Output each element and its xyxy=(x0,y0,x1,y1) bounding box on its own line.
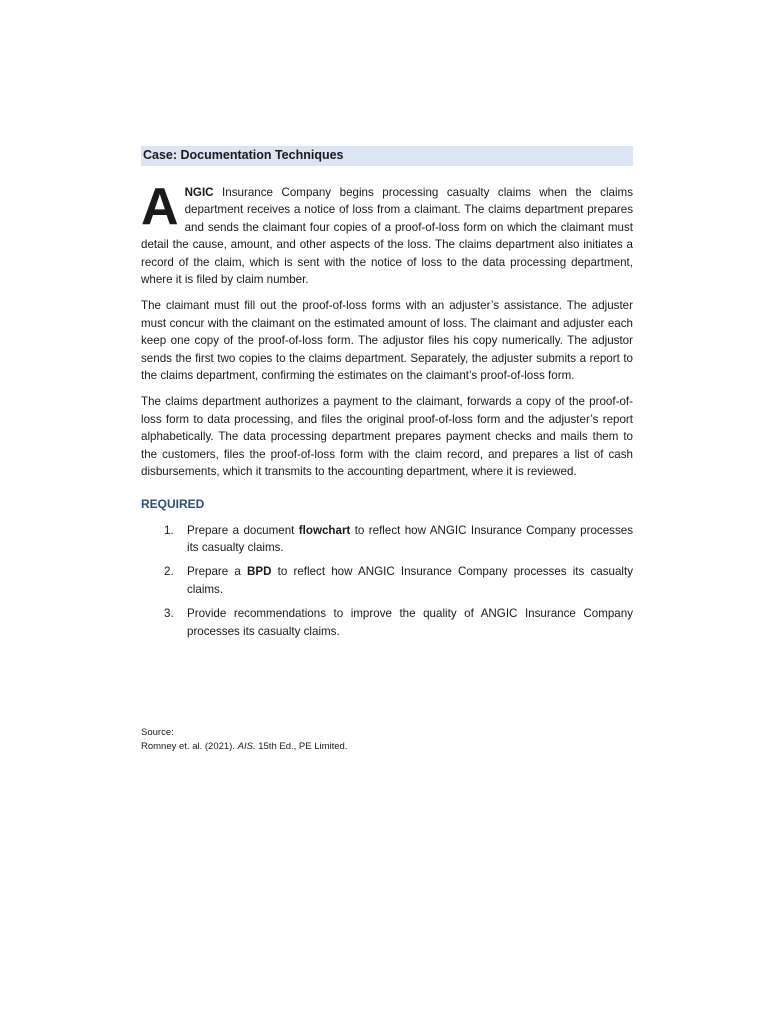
citation-edition: 15th Ed., PE Limited. xyxy=(255,741,348,752)
item-text-continued: to reflect how ANGIC Insurance Company processes its casualty claims. xyxy=(187,565,633,596)
required-item-1 xyxy=(164,522,633,557)
item-text: Prepare a xyxy=(187,565,248,579)
citation-authors: Romney et. al. (2021). xyxy=(141,741,238,752)
paragraph-1 xyxy=(141,178,633,288)
required-item-3 xyxy=(164,605,633,640)
paragraph-2: The claimant must fill out the proof-of-loss forms with an adjuster’s assistance. The adjuster must concur with the claimant on the estimated amount of loss. The claimant and adjuster each keep one copy of the proof-of-loss form. The adjustor files his copy numerically. The adjustor sends the first two copies to the claims department. Separately, the adjuster submits a report to the claims department, confirming the estimates on the claimant’s proof-of-loss form. xyxy=(141,299,633,383)
required-heading: REQUIRED xyxy=(141,496,205,511)
item-text: Prepare a document xyxy=(187,523,299,537)
item-number: 1. xyxy=(164,523,174,537)
item-number: 3. xyxy=(164,607,174,621)
paragraph-1-text: Insurance Company begins processing casualty claims when the claims department receives a notice of loss from a claimant. The claims department prepares and sends the claimant four copies of a proof-of-loss form on which the claimant must detail the cause, amount, and other aspects of the loss. The claims department also initiates a record of the claim, which is sent with the notice of loss to the data processing department, where it is filed by claim number. xyxy=(141,186,633,287)
company-name-bold: NGIC xyxy=(184,186,214,199)
required-item-2 xyxy=(164,563,633,598)
item-number: 2. xyxy=(164,565,174,579)
required-list xyxy=(141,522,633,640)
source-citation xyxy=(141,740,347,754)
item-text: Provide recommendations to improve the quality of ANGIC Insurance Company processes its casualty claims. xyxy=(187,607,633,638)
paragraph-3: The claims department authorizes a payment to the claimant, forwards a copy of the proof-of-loss form to data processing, and files the original proof-of-loss form and the adjuster’s report alphabetically. The data processing department prepares payment checks and mails them to the customers, files the proof-of-loss form with the claim record, and prepares a list of cash disbursements, which it transmits to the accounting department, where it is reviewed. xyxy=(141,395,633,479)
source-block xyxy=(141,726,347,754)
case-title: Case: Documentation Techniques xyxy=(141,146,633,166)
source-label: Source: xyxy=(141,727,174,738)
drop-cap-letter: A xyxy=(141,178,179,236)
item-keyword: BPD xyxy=(247,565,272,579)
item-keyword: flowchart xyxy=(298,523,351,537)
item-text-continued: to reflect how ANGIC Insurance Company processes its casualty claims. xyxy=(187,523,633,554)
citation-title: AIS. xyxy=(237,741,256,752)
case-content xyxy=(141,146,633,647)
